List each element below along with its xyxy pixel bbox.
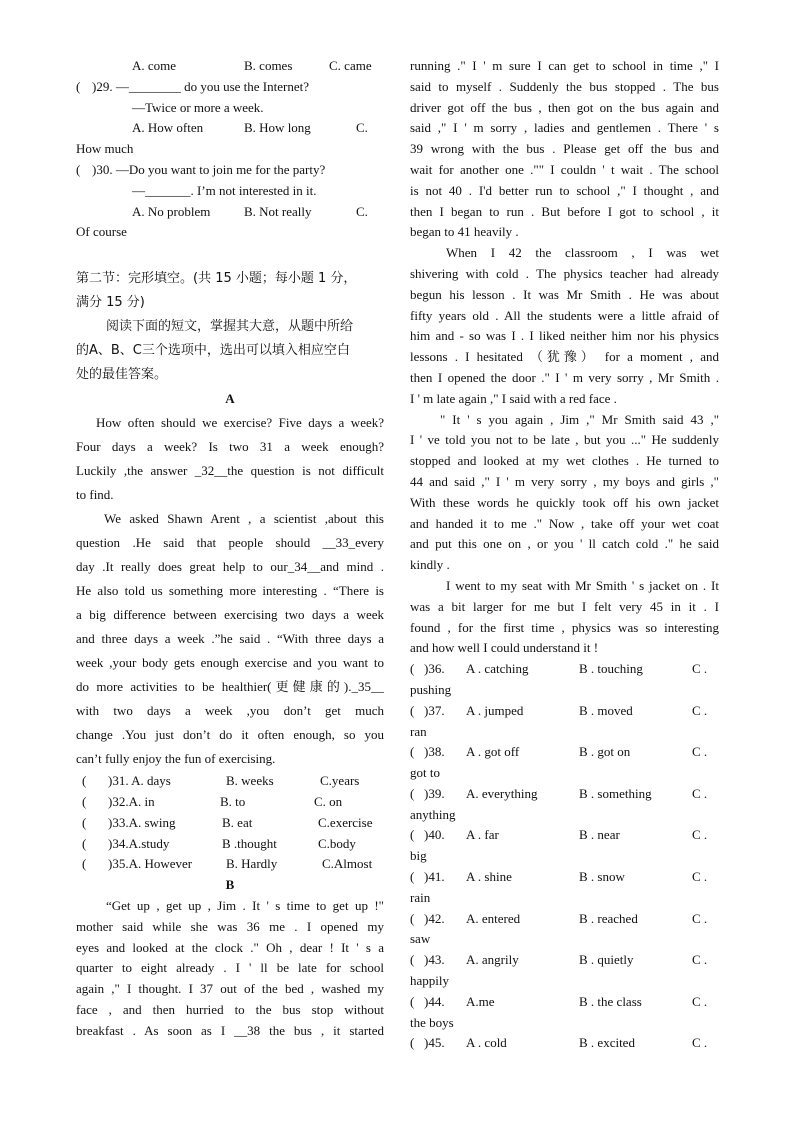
passage-b-line: “Get up , get up , Jim . It ' s time to get up !" — [106, 897, 384, 913]
q38-option-a[interactable]: A . got off — [466, 744, 520, 760]
passage-b-line: I went to my seat with Mr Smith ' s jacket on . It — [446, 577, 719, 593]
q38-option-c[interactable]: C . — [692, 744, 708, 760]
passage-a-line: with two days a week ,you don’t get much — [76, 703, 384, 719]
q30-text: )30. —Do you want to join me for the party? — [92, 161, 326, 177]
passage-a — [76, 411, 384, 771]
passage-b-line: is not 40 . I'd better run to school ," I thought , and — [410, 182, 719, 198]
q29-text: )29. —________ do you use the Internet? — [92, 78, 309, 94]
q30-option-a[interactable]: A. No problem — [132, 203, 211, 219]
passage-b-line: mother said while she was 36 me . I opened my — [76, 918, 384, 934]
passage-a-line: question .He said that people should __33_every — [76, 535, 384, 551]
q29-options — [76, 118, 384, 139]
question-41 — [410, 867, 719, 909]
q30-option-b[interactable]: B. Not really — [244, 203, 312, 219]
question-33 — [76, 813, 384, 834]
passage-b-line: was a bit larger for me but I felt very 45 in it . I — [410, 598, 719, 614]
passage-b-line: him and - so was I . I liked neither him nor his physics — [410, 328, 719, 344]
passage-b-line: wait for another one ."" I couldn ' t wait . The school — [410, 161, 719, 177]
q37-paren: ( — [410, 702, 415, 718]
passage-a-line: can’t fully enjoy the fun of exercising. — [76, 751, 276, 767]
passage-b-line: eyes and looked at the clock ." Oh , dear ! It ' s a — [76, 939, 384, 955]
question-45 — [410, 1033, 719, 1054]
q37-option-c-text: ran — [410, 723, 427, 739]
instructions-line-3: 处的最佳答案。 — [76, 367, 168, 383]
passage-b-line: kindly . — [410, 557, 450, 573]
q36-option-c-text: pushing — [410, 681, 452, 697]
passage-b-line: face , and then hurried to the bus stop without — [76, 1001, 384, 1017]
q39-number: )39. — [424, 785, 445, 801]
q42-option-b[interactable]: B . reached — [579, 910, 638, 926]
passage-b-line: quarter to eight already . I ' ll be late for school — [76, 960, 384, 976]
q39-option-b[interactable]: B . something — [579, 785, 652, 801]
q37-option-b[interactable]: B . moved — [579, 702, 633, 718]
q29-paren: ( — [76, 78, 81, 94]
passage-b-line: With these words he quickly took off his own jacket — [410, 494, 719, 510]
passage-b-line: lessons . I hesitated （犹豫） for a moment , and — [410, 349, 719, 365]
passage-a-line: to find. — [76, 487, 114, 503]
question-40 — [410, 825, 719, 867]
q40-number: )40. — [424, 827, 445, 843]
q35-option-b[interactable]: B. Hardly — [226, 856, 278, 872]
q41-number: )41. — [424, 869, 445, 885]
passage-a-line: week ,your body gets enough exercise and you want to — [76, 655, 384, 671]
q35-option-c[interactable]: C.Almost — [322, 856, 373, 872]
q33-paren: ( — [82, 814, 87, 830]
q37-option-c[interactable]: C . — [692, 702, 708, 718]
q44-option-a[interactable]: A.me — [466, 993, 495, 1009]
passage-a-line: day .It really does great help to our_34__and mind . — [76, 559, 384, 575]
questions-31-35 — [76, 771, 384, 875]
q43-option-a[interactable]: A. angrily — [466, 952, 519, 968]
q41-option-c[interactable]: C . — [692, 869, 708, 885]
q39-option-c[interactable]: C . — [692, 785, 708, 801]
q29-reply: —Twice or more a week. — [132, 99, 264, 115]
passage-b-line: found , for the first time , physics was so interesting — [410, 619, 719, 635]
q31-option-a[interactable]: )31. A. days — [108, 773, 171, 789]
q28-option-b[interactable]: B. comes — [244, 58, 293, 73]
question-42 — [410, 909, 719, 951]
passage-b-title: B — [225, 877, 235, 893]
q37-number: )37. — [424, 702, 445, 718]
q45-number: )45. — [424, 1035, 445, 1051]
q43-option-c[interactable]: C . — [692, 952, 708, 968]
q36-paren: ( — [410, 661, 415, 677]
passage-a-line: How often should we exercise? Five days a week? — [96, 415, 384, 431]
q41-option-b[interactable]: B . snow — [579, 869, 625, 885]
passage-a-line: change .You just don’t do it often enough, so you — [76, 727, 384, 743]
q38-option-b[interactable]: B . got on — [579, 744, 631, 760]
question-31 — [76, 771, 384, 792]
q37-option-a[interactable]: A . jumped — [466, 702, 524, 718]
q33-option-c[interactable]: C.exercise — [318, 814, 373, 830]
q40-option-a[interactable]: A . far — [466, 827, 499, 843]
q33-option-b[interactable]: B. eat — [222, 814, 253, 830]
q32-option-c[interactable]: C. on — [314, 793, 343, 809]
q45-option-a[interactable]: A . cold — [466, 1035, 507, 1051]
q39-paren: ( — [410, 785, 415, 801]
q30-option-c[interactable]: C. — [356, 203, 368, 219]
q45-paren: ( — [410, 1035, 415, 1051]
q42-option-c[interactable]: C . — [692, 910, 708, 926]
passage-a-line: do more activities to be healthier(更健康的)._35__ — [76, 679, 384, 695]
q36-option-b[interactable]: B . touching — [579, 661, 643, 677]
passage-b-line: 39 wrong with the bus . Please get off the bus and — [410, 141, 719, 157]
q29-option-b[interactable]: B. How long — [244, 120, 311, 136]
q30-option-c-text: Of course — [76, 224, 127, 240]
q45-option-b[interactable]: B . excited — [579, 1035, 635, 1051]
q44-option-c[interactable]: C . — [692, 993, 708, 1009]
q35-paren: ( — [82, 856, 87, 872]
passage-b-line: 44 and said ," I ' m very sorry , my boys and girls ," — [410, 473, 719, 489]
q32-option-a[interactable]: )32.A. in — [108, 793, 155, 809]
q34-paren: ( — [82, 835, 87, 851]
q32-option-b[interactable]: B. to — [220, 793, 246, 809]
passage-b-line: then I began to run . But before I got to school , it — [410, 203, 719, 219]
q39-option-a[interactable]: A. everything — [466, 785, 538, 801]
q44-option-c-text: the boys — [410, 1014, 454, 1030]
passage-b-line: running ." I ' m sure I can get to school in time ," I — [410, 58, 719, 73]
passage-a-line: He also told us something more interesting . “There is — [76, 583, 384, 599]
passage-a-line: Luckily ,the answer _32__the question is not difficult — [76, 463, 384, 479]
passage-b-line: begun his lesson . It was Mr Smith . He was about — [410, 286, 719, 302]
q44-number: )44. — [424, 993, 445, 1009]
passage-b-line: I ' m late again ," I said with a red face . — [410, 390, 617, 406]
passage-a-line: Four days a week? Is two 31 a week enough? — [76, 439, 384, 455]
passage-b-line: and put this one on , or you ' ll catch cold ." he said — [410, 536, 719, 552]
q31-paren: ( — [82, 773, 87, 789]
right-column — [410, 56, 719, 1054]
passage-b-line: then I opened the door ." I ' m very sorry , Mr Smith . — [410, 369, 719, 385]
q40-option-b[interactable]: B . near — [579, 827, 620, 843]
left-column — [76, 56, 384, 1042]
q28-option-c[interactable]: C. came — [329, 58, 372, 73]
passage-b-line: and how well I could understand it ! — [410, 640, 599, 656]
q35-option-a[interactable]: )35.A. However — [108, 856, 193, 872]
passage-b-line: driver got off the bus , then got on the bus again and — [410, 99, 719, 115]
q34-option-a[interactable]: )34.A.study — [108, 835, 170, 851]
q43-paren: ( — [410, 952, 415, 968]
q42-number: )42. — [424, 910, 445, 926]
q34-option-c[interactable]: C.body — [318, 835, 356, 851]
section-title-line-2: 满分 15 分) — [76, 295, 145, 311]
question-35 — [76, 854, 384, 875]
q43-number: )43. — [424, 952, 445, 968]
q33-option-a[interactable]: )33.A. swing — [108, 814, 176, 830]
q29-option-c[interactable]: C. — [356, 120, 368, 136]
q30-options — [76, 202, 384, 223]
q29-stem — [76, 77, 384, 98]
passage-a-line: and three days a week .”he said . “With three days a — [76, 631, 384, 647]
question-44 — [410, 992, 719, 1034]
passage-a-line: a big difference between exercising two days a week — [76, 607, 384, 623]
passage-a-title: A — [225, 391, 235, 407]
q38-number: )38. — [424, 744, 445, 760]
q28-options — [76, 56, 384, 77]
q31-option-b[interactable]: B. weeks — [226, 773, 274, 789]
q39-option-c-text: anything — [410, 806, 456, 822]
q40-paren: ( — [410, 827, 415, 843]
q45-option-c[interactable]: C . — [692, 1035, 708, 1051]
q43-option-c-text: happily — [410, 973, 449, 989]
passage-b-line: When I 42 the classroom , I was wet — [446, 245, 719, 261]
passage-b-line: fifty years old . All the students were a little afraid of — [410, 307, 719, 323]
q30-paren: ( — [76, 161, 81, 177]
q31-option-c[interactable]: C.years — [320, 773, 360, 789]
q30-reply: —_______. I’m not interested in it. — [132, 182, 317, 198]
q30-stem — [76, 160, 384, 181]
q44-paren: ( — [410, 993, 415, 1009]
q36-number: )36. — [424, 661, 445, 677]
q42-paren: ( — [410, 910, 415, 926]
passage-b-continued — [410, 56, 719, 659]
q42-option-c-text: saw — [410, 931, 431, 947]
passage-a-line: We asked Shawn Arent , a scientist ,about this — [104, 511, 384, 527]
passage-b-line: and handed it to me ." Now , take off your wet coat — [410, 515, 719, 531]
question-34 — [76, 834, 384, 855]
question-36 — [410, 659, 719, 701]
q40-option-c-text: big — [410, 848, 427, 864]
passage-b-line: breakfast . As soon as I __38 the bus , it started — [76, 1022, 384, 1038]
passage-b-line: " It ' s you again , Jim ," Mr Smith said 43 ," — [440, 411, 719, 427]
q34-option-b[interactable]: B .thought — [222, 835, 277, 851]
q29-option-c-text: How much — [76, 141, 134, 157]
questions-36-45 — [410, 659, 719, 1054]
question-38 — [410, 742, 719, 784]
question-37 — [410, 701, 719, 743]
q41-paren: ( — [410, 869, 415, 885]
passage-b-line: stopped and looked at my wet clothes . He turned to — [410, 453, 719, 469]
passage-b-line: I ' ve told you not to be late , but you ..." He suddenly — [410, 432, 719, 448]
passage-b-line: began to 41 heavily . — [410, 224, 519, 240]
section-title-line-1: 第二节：完形填空。(共 15 小题；每小题 1 分， — [76, 271, 357, 287]
q32-paren: ( — [82, 793, 87, 809]
q41-option-a[interactable]: A . shine — [466, 869, 512, 885]
q28-option-a[interactable]: A. come — [132, 58, 177, 73]
question-32 — [76, 792, 384, 813]
instructions-line-2: 的A、B、C三个选项中，选出可以填入相应空白 — [76, 343, 350, 359]
instructions-line-1: 阅读下面的短文，掌握其大意，从题中所给 — [106, 319, 354, 335]
question-39 — [410, 784, 719, 826]
q42-option-a[interactable]: A. entered — [466, 910, 521, 926]
passage-b-line: again ," I thought. I 37 out of the bed , washed my — [76, 981, 384, 997]
passage-b — [76, 896, 384, 1042]
q38-paren: ( — [410, 744, 415, 760]
q44-option-b[interactable]: B . the class — [579, 993, 642, 1009]
q36-option-c[interactable]: C . — [692, 661, 708, 677]
q41-option-c-text: rain — [410, 889, 431, 905]
q29-option-a[interactable]: A. How often — [132, 120, 204, 136]
q36-option-a[interactable]: A . catching — [466, 661, 529, 677]
q38-option-c-text: got to — [410, 765, 440, 781]
q40-option-c[interactable]: C . — [692, 827, 708, 843]
q43-option-b[interactable]: B . quietly — [579, 952, 634, 968]
passage-b-line: said ," I ' m sorry , ladies and gentlemen . There ' s — [410, 120, 719, 136]
passage-b-line: said to myself . Suddenly the bus stopped . The bus — [410, 78, 719, 94]
passage-b-line: shivering with cold . The physics teacher had already — [410, 265, 719, 281]
question-43 — [410, 950, 719, 992]
